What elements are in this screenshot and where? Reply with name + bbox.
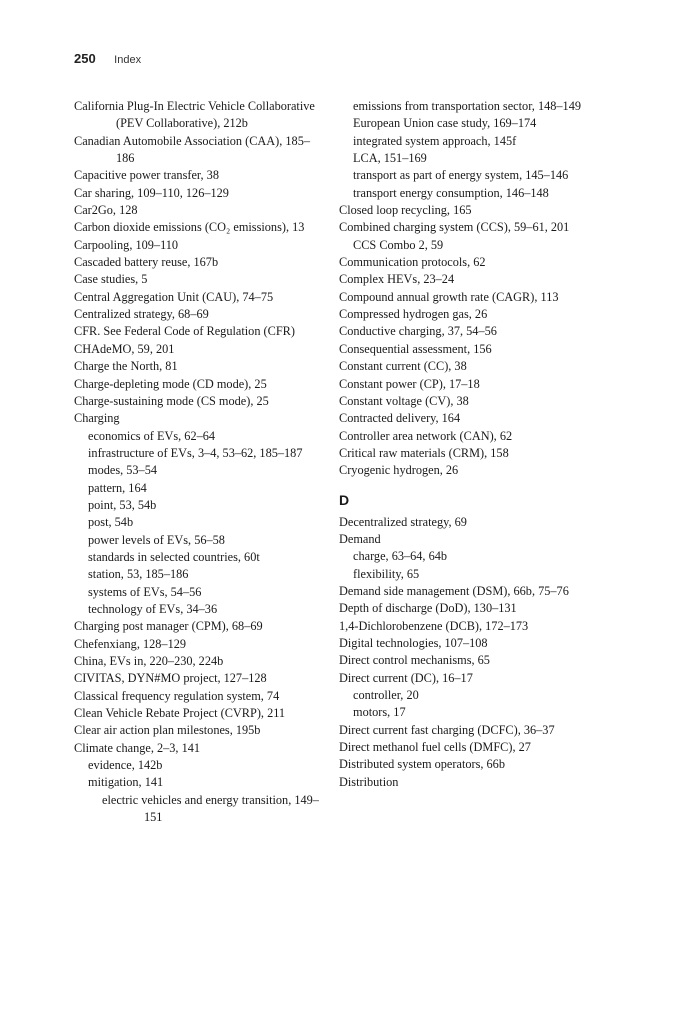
index-entry: Constant current (CC), 38	[339, 359, 467, 374]
index-subentry: charge, 63–64, 64b	[353, 549, 448, 564]
index-entry: Constant voltage (CV), 38	[339, 393, 469, 408]
index-subentry: controller, 20	[353, 688, 419, 702]
running-head: Index	[114, 54, 142, 66]
index-entry: CIVITAS, DYN#MO project, 127–128	[74, 671, 267, 686]
index-entry: Case studies, 5	[74, 272, 148, 287]
index-entry: Distributed system operators, 66b	[339, 757, 505, 772]
index-entry: 1,4-Dichlorobenzene (DCB), 172–173	[339, 618, 529, 633]
index-subentry: economics of EVs, 62–64	[88, 428, 216, 443]
index-entry: Direct current fast charging (DCFC), 36–37	[339, 722, 555, 737]
index-subentry: transport as part of energy system, 145–146	[353, 168, 569, 183]
index-entry: Carbon dioxide emissions (CO₂ emissions), 13	[74, 220, 305, 235]
index-subentry: transport energy consumption, 146–148	[353, 185, 549, 200]
index-subentry: European Union case study, 169–174	[353, 116, 537, 131]
index-entry: Controller area network (CAN), 62	[339, 428, 513, 443]
index-entry: Communication protocols, 62	[339, 255, 486, 270]
index-entry: CFR. See Federal Code of Regulation (CFR)	[74, 324, 295, 339]
index-subentry: emissions from transportation sector, 148–149	[353, 99, 581, 113]
section-letter-d: D	[339, 491, 350, 508]
page-number: 250	[74, 51, 96, 66]
index-subentry: evidence, 142b	[88, 758, 163, 773]
index-entry: California Plug-In Electric Vehicle Collaborative (PEV Collaborative), 212b	[74, 99, 315, 131]
index-entry: Closed loop recycling, 165	[339, 203, 472, 218]
index-subentry: CCS Combo 2, 59	[353, 237, 444, 252]
index-entry: Direct current (DC), 16–17	[339, 670, 473, 685]
index-subentry: technology of EVs, 34–36	[88, 601, 218, 616]
index-entry: Complex HEVs, 23–24	[339, 272, 455, 287]
index-subentry: electric vehicles and energy transition, 149–151	[102, 792, 319, 825]
index-subentry: modes, 53–54	[88, 463, 157, 478]
index-entry: Critical raw materials (CRM), 158	[339, 445, 509, 460]
index-entry: Direct methanol fuel cells (DMFC), 27	[339, 740, 531, 755]
index-entry: Contracted delivery, 164	[339, 411, 461, 426]
index-subentry: infrastructure of EVs, 3–4, 53–62, 185–187	[88, 445, 303, 460]
index-subentry: standards in selected countries, 60t	[88, 549, 260, 564]
index-entry: Centralized strategy, 68–69	[74, 307, 209, 322]
index-entry: Canadian Automobile Association (CAA), 185–186	[74, 133, 311, 166]
index-column-right	[339, 98, 601, 791]
index-subentry: flexibility, 65	[353, 566, 420, 581]
index-entry: Conductive charging, 37, 54–56	[339, 324, 497, 339]
index-entry: Demand	[339, 531, 381, 546]
index-entry: Constant power (CP), 17–18	[339, 376, 480, 391]
index-entry: Digital technologies, 107–108	[339, 635, 488, 650]
index-entry: Depth of discharge (DoD), 130–131	[339, 601, 517, 616]
index-entry: Chefenxiang, 128–129	[74, 636, 187, 651]
index-entry: Direct control mechanisms, 65	[339, 653, 490, 668]
index-entry: Charging post manager (CPM), 68–69	[74, 619, 263, 634]
index-subentry: motors, 17	[353, 705, 406, 720]
index-entries-c-continued	[339, 98, 601, 480]
index-subentry: point, 53, 54b	[88, 497, 157, 512]
index-subentry: power levels of EVs, 56–58	[88, 532, 225, 547]
index-subentry: mitigation, 141	[88, 775, 164, 790]
index-entry: Decentralized strategy, 69	[339, 514, 467, 529]
index-entry: Charge-depleting mode (CD mode), 25	[74, 376, 267, 391]
index-entry: Compressed hydrogen gas, 26	[339, 307, 488, 322]
index-column-left	[74, 98, 326, 826]
index-entry: Clear air action plan milestones, 195b	[74, 723, 261, 738]
index-subentry: station, 53, 185–186	[88, 567, 189, 582]
index-entry: Charging	[74, 411, 120, 426]
index-entry: Clean Vehicle Rebate Project (CVRP), 211	[74, 706, 286, 721]
index-entry: Charge-sustaining mode (CS mode), 25	[74, 393, 269, 408]
index-entry: Cascaded battery reuse, 167b	[74, 255, 219, 270]
index-entry: Car sharing, 109–110, 126–129	[74, 185, 229, 200]
index-subentry: LCA, 151–169	[353, 151, 427, 166]
index-entry: Consequential assessment, 156	[339, 341, 492, 356]
index-subentry: systems of EVs, 54–56	[88, 584, 202, 599]
index-subentry: pattern, 164	[88, 480, 147, 495]
page-header	[74, 50, 141, 68]
index-entry: Climate change, 2–3, 141	[74, 740, 201, 755]
index-entry: Combined charging system (CCS), 59–61, 201	[339, 220, 570, 235]
index-entry: CHAdeMO, 59, 201	[74, 341, 175, 356]
index-entry: Central Aggregation Unit (CAU), 74–75	[74, 289, 274, 304]
index-entry: Capacitive power transfer, 38	[74, 168, 219, 183]
index-entry: China, EVs in, 220–230, 224b	[74, 654, 224, 668]
index-entry: Charge the North, 81	[74, 359, 178, 374]
index-entry: Car2Go, 128	[74, 203, 138, 218]
index-entry: Demand side management (DSM), 66b, 75–76	[339, 583, 569, 598]
index-entry: Carpooling, 109–110	[74, 237, 179, 252]
index-entry: Distribution	[339, 774, 399, 789]
index-entry: Classical frequency regulation system, 74	[74, 688, 280, 703]
index-entries-d	[339, 514, 601, 792]
index-entry: Compound annual growth rate (CAGR), 113	[339, 289, 559, 304]
index-entry: Cryogenic hydrogen, 26	[339, 463, 459, 478]
index-subentry: integrated system approach, 145f	[353, 133, 517, 148]
index-subentry: post, 54b	[88, 515, 134, 530]
